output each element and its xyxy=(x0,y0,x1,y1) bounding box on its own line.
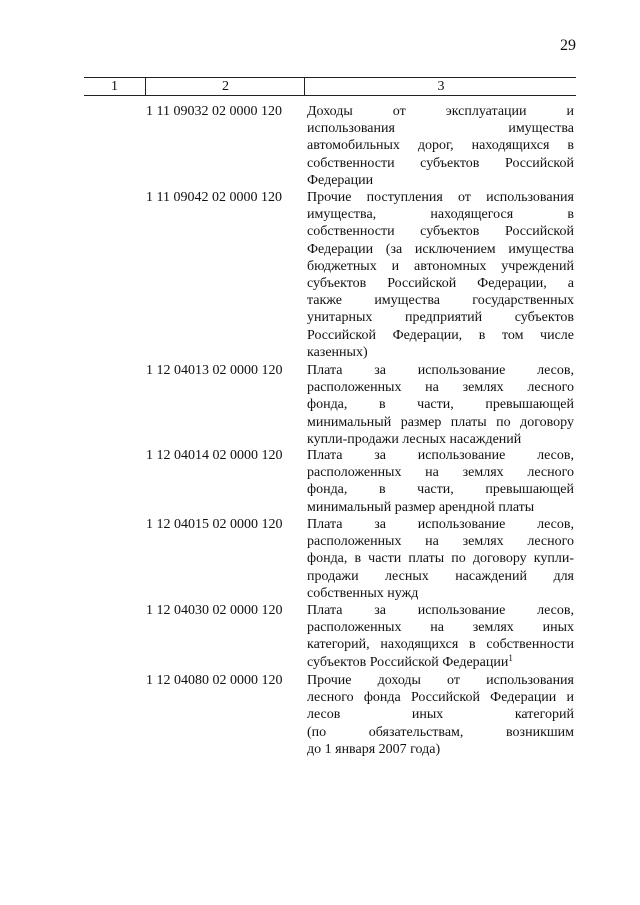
revenue-code: 1 12 04014 02 0000 120 xyxy=(146,448,283,463)
revenue-code: 1 12 04015 02 0000 120 xyxy=(146,517,283,532)
description-line: казенных) xyxy=(307,344,368,360)
description-line: расположенных на землях лесного xyxy=(307,534,574,550)
description-line: лесного фонда Российской Федерации и xyxy=(307,690,574,706)
description-line: фонда, в части, превышающей xyxy=(307,397,574,413)
header-col-3: 3 xyxy=(304,78,577,95)
description-line: продажи лесных насаждений для xyxy=(307,568,574,584)
description-line: Прочие поступления от использования xyxy=(307,190,574,205)
description-line: лесов иных категорий xyxy=(307,707,574,723)
description-line: собственных нужд xyxy=(307,585,419,601)
description-line: расположенных на землях лесного xyxy=(307,380,574,396)
description-line: минимальный размер платы по договору xyxy=(307,414,574,430)
description-line: Федерации (за исключением имущества xyxy=(307,241,574,257)
description-line: собственности субъектов Российской xyxy=(307,155,574,171)
revenue-description xyxy=(307,672,574,758)
description-line: субъектов Российской Федерации$^1$ xyxy=(307,652,513,670)
revenue-description xyxy=(307,516,574,602)
header-col-2: 2 xyxy=(145,78,305,95)
revenue-description xyxy=(307,362,574,448)
page-number: 29 xyxy=(560,37,576,54)
description-line: фонда, в части, превышающей xyxy=(307,482,574,498)
header-col-1: 1 xyxy=(111,79,118,94)
description-line: Плата за использование лесов, xyxy=(307,517,574,532)
description-line: расположенных на землях иных xyxy=(307,620,574,636)
description-line: бюджетных и автономных учреждений xyxy=(307,258,574,274)
description-line: имущества, находящегося в xyxy=(307,207,574,223)
revenue-code: 1 12 04030 02 0000 120 xyxy=(146,603,283,618)
description-line: Доходы от эксплуатации и xyxy=(307,104,574,119)
description-line: субъектов Российской Федерации, а xyxy=(307,275,574,291)
revenue-description xyxy=(307,103,574,189)
revenue-description xyxy=(307,602,574,671)
description-line: использования имущества xyxy=(307,121,574,137)
description-line: унитарных предприятий субъектов xyxy=(307,310,574,326)
description-line: купли-продажи лесных насаждений xyxy=(307,431,522,447)
revenue-description xyxy=(307,189,574,361)
description-line: Плата за использование лесов, xyxy=(307,363,574,378)
description-line: Федерации xyxy=(307,172,374,188)
description-line: расположенных на землях лесного xyxy=(307,465,574,481)
description-line: (по обязательствам, возникшим xyxy=(307,724,574,740)
description-line: Плата за использование лесов, xyxy=(307,603,574,618)
revenue-code: 1 11 09042 02 0000 120 xyxy=(146,190,282,205)
revenue-code: 1 12 04080 02 0000 120 xyxy=(146,673,283,688)
description-line: также имущества государственных xyxy=(307,293,574,309)
description-line: минимальный размер арендной платы xyxy=(307,499,535,515)
footnote-mark: 1 xyxy=(508,652,513,663)
table-header xyxy=(84,77,576,96)
revenue-code: 1 12 04013 02 0000 120 xyxy=(146,363,283,378)
description-line: автомобильных дорог, находящихся в xyxy=(307,138,574,154)
description-line: Прочие доходы от использования xyxy=(307,673,574,688)
description-line: собственности субъектов Российской xyxy=(307,224,574,240)
revenue-code: 1 11 09032 02 0000 120 xyxy=(146,104,282,119)
description-line: категорий, находящихся в собственности xyxy=(307,637,574,653)
revenue-description xyxy=(307,447,574,516)
description-line: Плата за использование лесов, xyxy=(307,448,574,463)
description-line: до 1 января 2007 года) xyxy=(307,741,441,757)
description-line: фонда, в части платы по договору купли- xyxy=(307,551,574,567)
description-line: Российской Федерации, в том числе xyxy=(307,327,574,343)
